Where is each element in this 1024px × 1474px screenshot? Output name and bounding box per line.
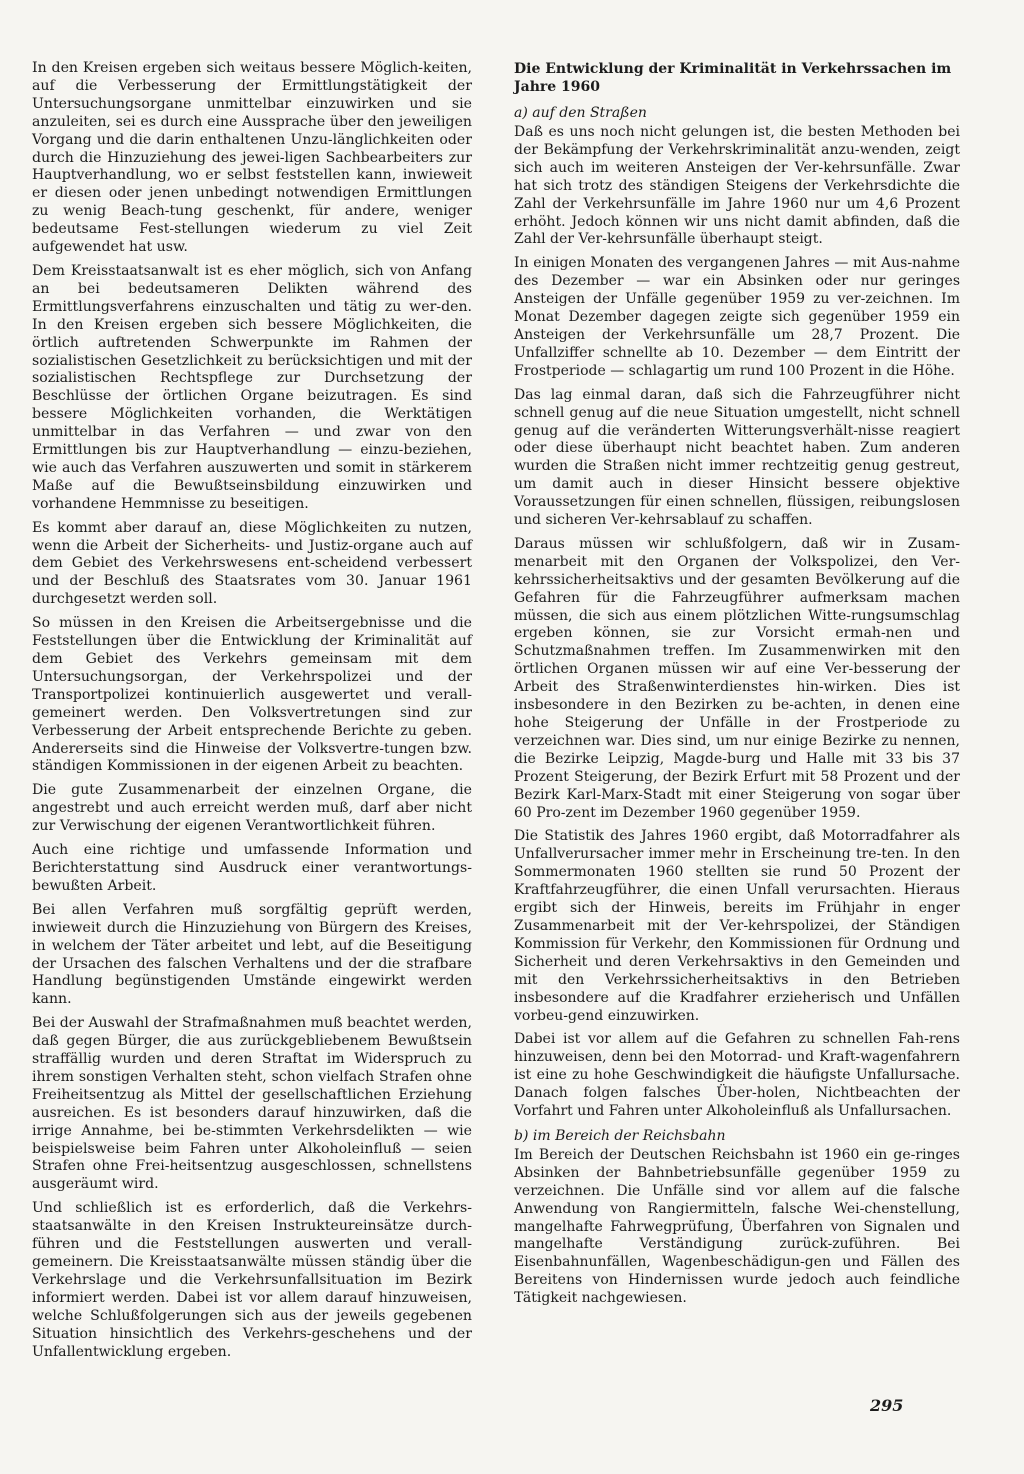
- paragraph: Daraus müssen wir schlußfolgern, daß wir in Zusam-menarbeit mit den Organen der Volkspolizei, den Ver-kehrssicherheitsaktivs und der gesamten Bevölkerung auf die Gefahren für die Fahrzeugführer aufmerksam machen müssen, die sich aus einem plötzlichen Witte-rungsumschlag ergeben können, sie zur Vorsicht ermah-nen und Schutzmaßnahmen treffen. Im Zusammenwirken mit den örtlichen Organen müssen wir auf eine Ver-besserung der Arbeit des Straßenwinterdienstes hin-wirken. Dies ist insbesondere in den Bezirken zu be-achten, in denen eine hohe Steigerung der Unfälle in der Frostperiode zu verzeichnen war. Dies sind, um nur einige Bezirke zu nennen, die Bezirke Leipzig, Magde-burg und Halle mit 33 bis 37 Prozent Steigerung, der Bezirk Erfurt mit 58 Prozent und der Bezirk Karl-Marx-Stadt mit einer Steigerung von sogar über 60 Pro-zent im Dezember 1960 gegenüber 1959.: [514, 535, 960, 821]
- page-number: 295: [870, 1396, 904, 1415]
- paragraph: Die gute Zusammenarbeit der einzelnen Organe, die angestrebt und auch erreicht werden muß, darf aber nicht zur Verwischung der eigenen Verantwortlichkeit führen.: [32, 782, 472, 835]
- paragraph: Das lag einmal daran, daß sich die Fahrzeugführer nicht schnell genug auf die neue Situation umgestellt, nicht schnell genug auf die veränderten Witterungsverhält-nisse reagiert oder diese überhaupt nicht beachtet haben. Zum anderen wurden die Straßen nicht immer rechtzeitig genug gestreut, um damit auch in dieser Hinsicht bessere objektive Voraussetzungen für einen schnellen, flüssigen, reibungslosen und sicheren Ver-kehrsablauf zu schaffen.: [514, 386, 960, 529]
- subsection-heading-roads: a) auf den Straßen: [514, 105, 647, 121]
- paragraph: Es kommt aber darauf an, diese Möglichkeiten zu nutzen, wenn die Arbeit der Sicherheits- und Justiz-organe auch auf dem Gebiet des Verkehrswesens ent-scheidend verbessert und der Beschluß des Staatsrates vom 30. Januar 1961 durchgesetzt werden soll.: [32, 519, 472, 608]
- paragraph: In einigen Monaten des vergangenen Jahres — mit Aus-nahme des Dezember — war ein Absinken oder nur geringes Ansteigen der Unfälle gegenüber 1959 zu ver-zeichnen. Im Monat Dezember dagegen zeigte sich gegenüber 1959 ein Ansteigen der Verkehrsunfälle um 28,7 Prozent. Die Unfallziffer schnellte ab 10. Dezember — dem Eintritt der Frostperiode — schlagartig um rund 100 Prozent in die Höhe.: [514, 255, 960, 379]
- paragraph: Bei allen Verfahren muß sorgfältig geprüft werden, inwieweit durch die Hinzuziehung von Bürgern des Kreises, in welchem der Täter arbeitet und lebt, auf die Beseitigung der Ursachen des falschen Verhaltens und der die strafbare Handlung begünstigenden Umstände eingewirkt werden kann.: [32, 901, 472, 1008]
- subsection-heading-railway: b) im Bereich der Reichsbahn: [514, 1127, 726, 1144]
- paragraph: Und schließlich ist es erforderlich, daß die Verkehrs-staatsanwälte in den Kreisen Instrukteureinsätze durch-führen und die Feststellungen auswerten und verall-gemeinern. Die Kreisstaatsanwälte müssen ständig über die Verkehrslage und die Verkehrsunfallsituation im Bezirk informiert werden. Dabei ist vor allem darauf hinzuweisen, welche Schlußfolgerungen sich aus der jeweils gegebenen Situation hinsichtlich des Verkehrs-geschehens und der Unfallentwicklung ergeben.: [32, 1200, 472, 1360]
- section-title: Die Entwicklung der Kriminalität in Verkehrssachen im Jahre 1960: [514, 61, 952, 95]
- left-column: [32, 60, 472, 1367]
- paragraph: Dabei ist vor allem auf die Gefahren zu schnellen Fah-rens hinzuweisen, denn bei den Motorrad- und Kraft-wagenfahrern ist eine zu hohe Geschwindigkeit die häufigste Unfallursache. Danach folgen falsches Über-holen, Nichtbeachten der Vorfahrt und Fahren unter Alkoholeinfluß als Unfallursachen.: [514, 1031, 960, 1120]
- paragraph: In den Kreisen ergeben sich weitaus bessere Möglich-keiten, auf die Verbesserung der Ermittlungstätigkeit der Untersuchungsorgane unmittelbar einzuwirken und sie anzuleiten, sei es durch eine Aussprache über den jeweiligen Vorgang und die darin enthaltenen Unzu-länglichkeiten oder durch die Hinzuziehung des jewei-ligen Sachbearbeiters zur Hauptverhandlung, wo er selbst feststellen kann, inwieweit er diesen oder jenen unbedingt notwendigen Ermittlungen zu wenig Beach-tung geschenkt, für andere, weniger bedeutsame Fest-stellungen wiederum zu viel Zeit aufgewendet hat usw.: [32, 60, 472, 256]
- paragraph: Auch eine richtige und umfassende Information und Berichterstattung sind Ausdruck einer verantwortungs-bewußten Arbeit.: [32, 842, 472, 894]
- paragraph: Bei der Auswahl der Strafmaßnahmen muß beachtet werden, daß gegen Bürger, die aus zurückgebliebenem Bewußtsein straffällig wurden und deren Straftat im Widerspruch zu ihrem sonstigen Verhalten steht, schon vielfach Strafen ohne Freiheitsentzug als Mittel der gesellschaftlichen Erziehung ausreichen. Es ist besonders darauf hinzuwirken, daß die irrige Annahme, bei be-stimmten Verkehrsdelikten — wie beispielsweise beim Fahren unter Alkoholeinfluß — seien Strafen ohne Frei-heitsentzug ausgeschlossen, schnellstens ausgeräumt wird.: [32, 1015, 472, 1193]
- paragraph: Dem Kreisstaatsanwalt ist es eher möglich, sich von Anfang an bei bedeutsameren Delikten während des Ermittlungsverfahrens einzuschalten und tätig zu wer-den. In den Kreisen ergeben sich bessere Möglichkeiten, die örtlich auftretenden Schwerpunkte im Rahmen der sozialistischen Gesetzlichkeit zu berücksichtigen und mit der sozialistischen Rechtspflege zur Durchsetzung der Beschlüsse der örtlichen Organe beizutragen. Es sind bessere Möglichkeiten vorhanden, die Werktätigen unmittelbar in das Verfahren — und zwar von den Ermittlungen bis zur Hauptverhandlung — einzu-beziehen, wie auch das Verfahren auszuwerten und somit in stärkerem Maße auf die Bewußtseinsbildung einzuwirken und vorhandene Hemmnisse zu beseitigen.: [32, 262, 472, 512]
- right-column: [514, 60, 960, 1314]
- paragraph: Die Statistik des Jahres 1960 ergibt, daß Motorradfahrer als Unfallverursacher immer mehr in Erscheinung tre-ten. In den Sommermonaten 1960 stellten sie rund 50 Prozent der Kraftfahrzeugführer, die einen Unfall verursachten. Hieraus ergibt sich der Hinweis, bereits im Frühjahr in enger Zusammenarbeit mit der Ver-kehrspolizei, der Ständigen Kommission für Verkehr, den Kommissionen für Ordnung und Sicherheit und deren Verkehrsaktivs in den Gemeinden und mit den Verkehrssicherheitsaktivs in den Betrieben insbesondere auf die Kradfahrer erzieherisch und Unfällen vorbeu-gend einzuwirken.: [514, 828, 960, 1024]
- paragraph: Im Bereich der Deutschen Reichsbahn ist 1960 ein ge-ringes Absinken der Bahnbetriebsunfälle gegenüber 1959 zu verzeichnen. Die Unfälle sind vor allem auf die falsche Anwendung von Rangiermitteln, falsche Wei-chenstellung, mangelhafte Fahrwegprüfung, Überfahren von Signalen und mangelhafte Verständigung zurück-zuführen. Bei Eisenbahnunfällen, Wagenbeschädigun-gen und Fällen des Bereitens von Hindernissen wurde jedoch auch feindliche Tätigkeit nachgewiesen.: [514, 1146, 960, 1307]
- paragraph: So müssen in den Kreisen die Arbeitsergebnisse und die Feststellungen über die Entwicklung der Kriminalität auf dem Gebiet des Verkehrs gemeinsam mit dem Untersuchungsorgan, der Verkehrspolizei und der Transportpolizei kontinuierlich ausgewertet und verall-gemeinert werden. Den Volksvertretungen sind zur Verbesserung der Arbeit entsprechende Berichte zu geben. Andererseits sind die Hinweise der Volksvertre-tungen bzw. ständigen Kommissionen in der eigenen Arbeit zu beachten.: [32, 615, 472, 775]
- paragraph: Daß es uns noch nicht gelungen ist, die besten Methoden bei der Bekämpfung der Verkehrskriminalität anzu-wenden, zeigt sich auch im weiteren Ansteigen der Ver-kehrsunfälle. Zwar hat sich trotz des ständigen Steigens der Verkehrsdichte die Zahl der Verkehrsunfälle im Jahre 1960 nur um 4,6 Prozent erhöht. Jedoch können wir uns nicht damit abfinden, daß die Zahl der Ver-kehrsunfälle überhaupt steigt.: [514, 124, 960, 248]
